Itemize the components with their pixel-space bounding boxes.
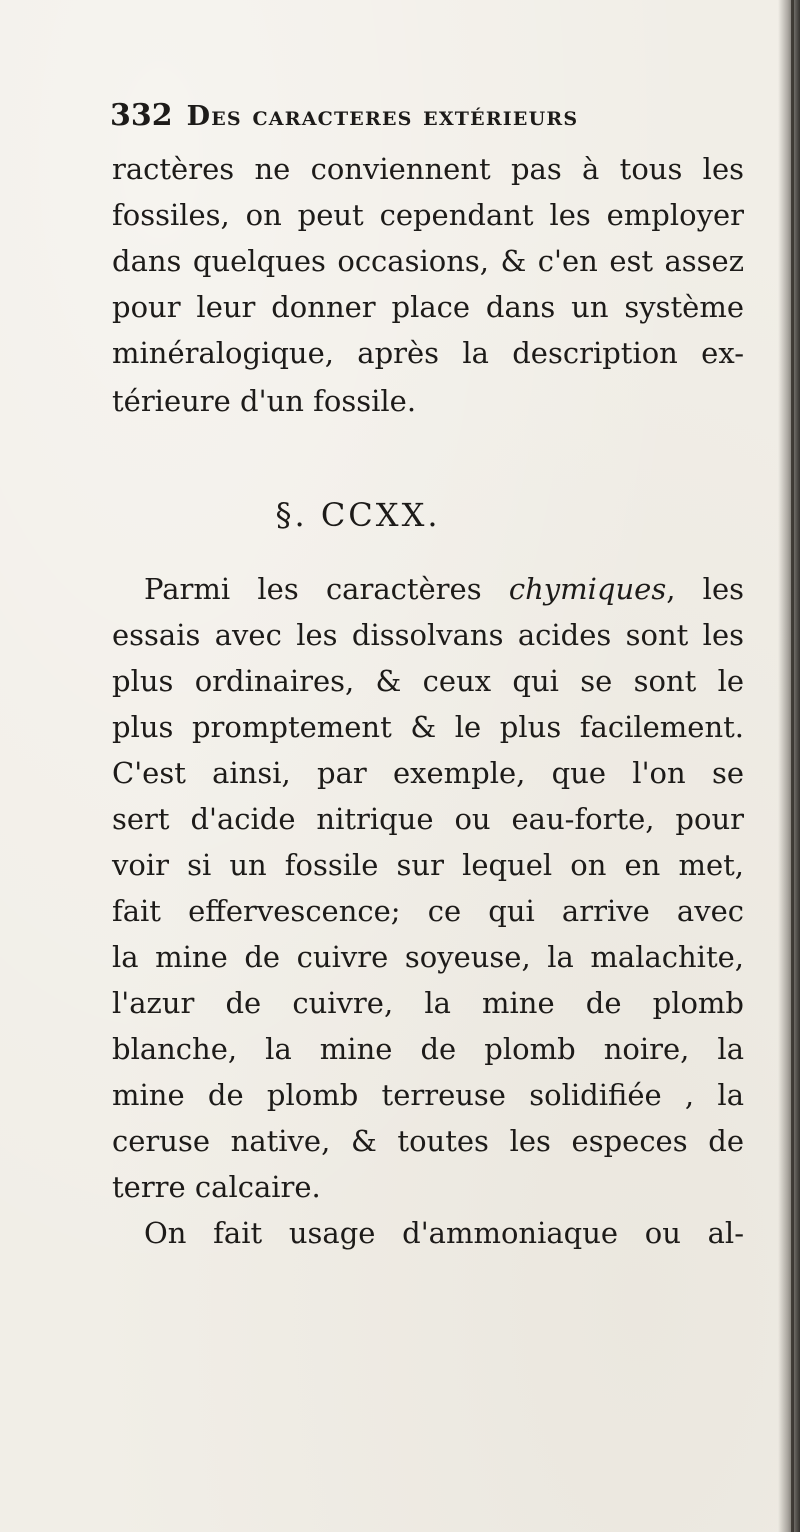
text-line: fait effervescence; ce qui arrive avec [112,894,744,928]
text-line: essais avec les dissolvans acides sont les [112,618,744,652]
text-line: plus promptement & le plus facilement. [112,710,744,744]
text-line: voir si un fossile sur lequel on en met, [112,848,744,882]
page-number: 332 [110,98,173,133]
italic-term: chymiques [508,572,667,606]
text-line: la mine de cuivre soyeuse, la malachite, [112,940,744,974]
page-edge [791,0,794,1532]
text-line: C'est ainsi, par exemple, que l'on se [112,756,744,790]
text-line: ceruse native, & toutes les especes de [112,1124,744,1158]
text-line [112,566,744,612]
text-fragment: Parmi les caractères [144,572,509,606]
text-line: l'azur de cuivre, la mine de plomb [112,986,744,1020]
running-title: Des caracteres extérieurs [186,101,579,132]
text-line: fossiles, on peut cependant les employer [112,198,744,232]
text-line: pour leur donner place dans un système [112,290,744,324]
page-header [110,98,750,142]
text-line: térieure d'un fossile. [112,384,417,418]
text-line: On fait usage d'ammoniaque ou al- [144,1216,744,1250]
section-heading-text: §. CCXX. [275,496,441,534]
text-line: ractères ne conviennent pas à tous les [112,152,744,186]
text-fragment: , les [666,572,744,606]
text-line: blanche, la mine de plomb noire, la [112,1032,744,1066]
text-line: dans quelques occasions, & c'en est assez [112,244,744,278]
text-line: minéralogique, après la description ex- [112,336,744,370]
text-line: sert d'acide nitrique ou eau-forte, pour [112,802,744,836]
text-line: mine de plomb terreuse solidifiée , la [112,1078,744,1112]
text-line: terre calcaire. [112,1170,321,1204]
text-line: plus ordinaires, & ceux qui se sont le [112,664,744,698]
section-heading [0,490,800,540]
page-edge-shadow [778,0,800,1532]
